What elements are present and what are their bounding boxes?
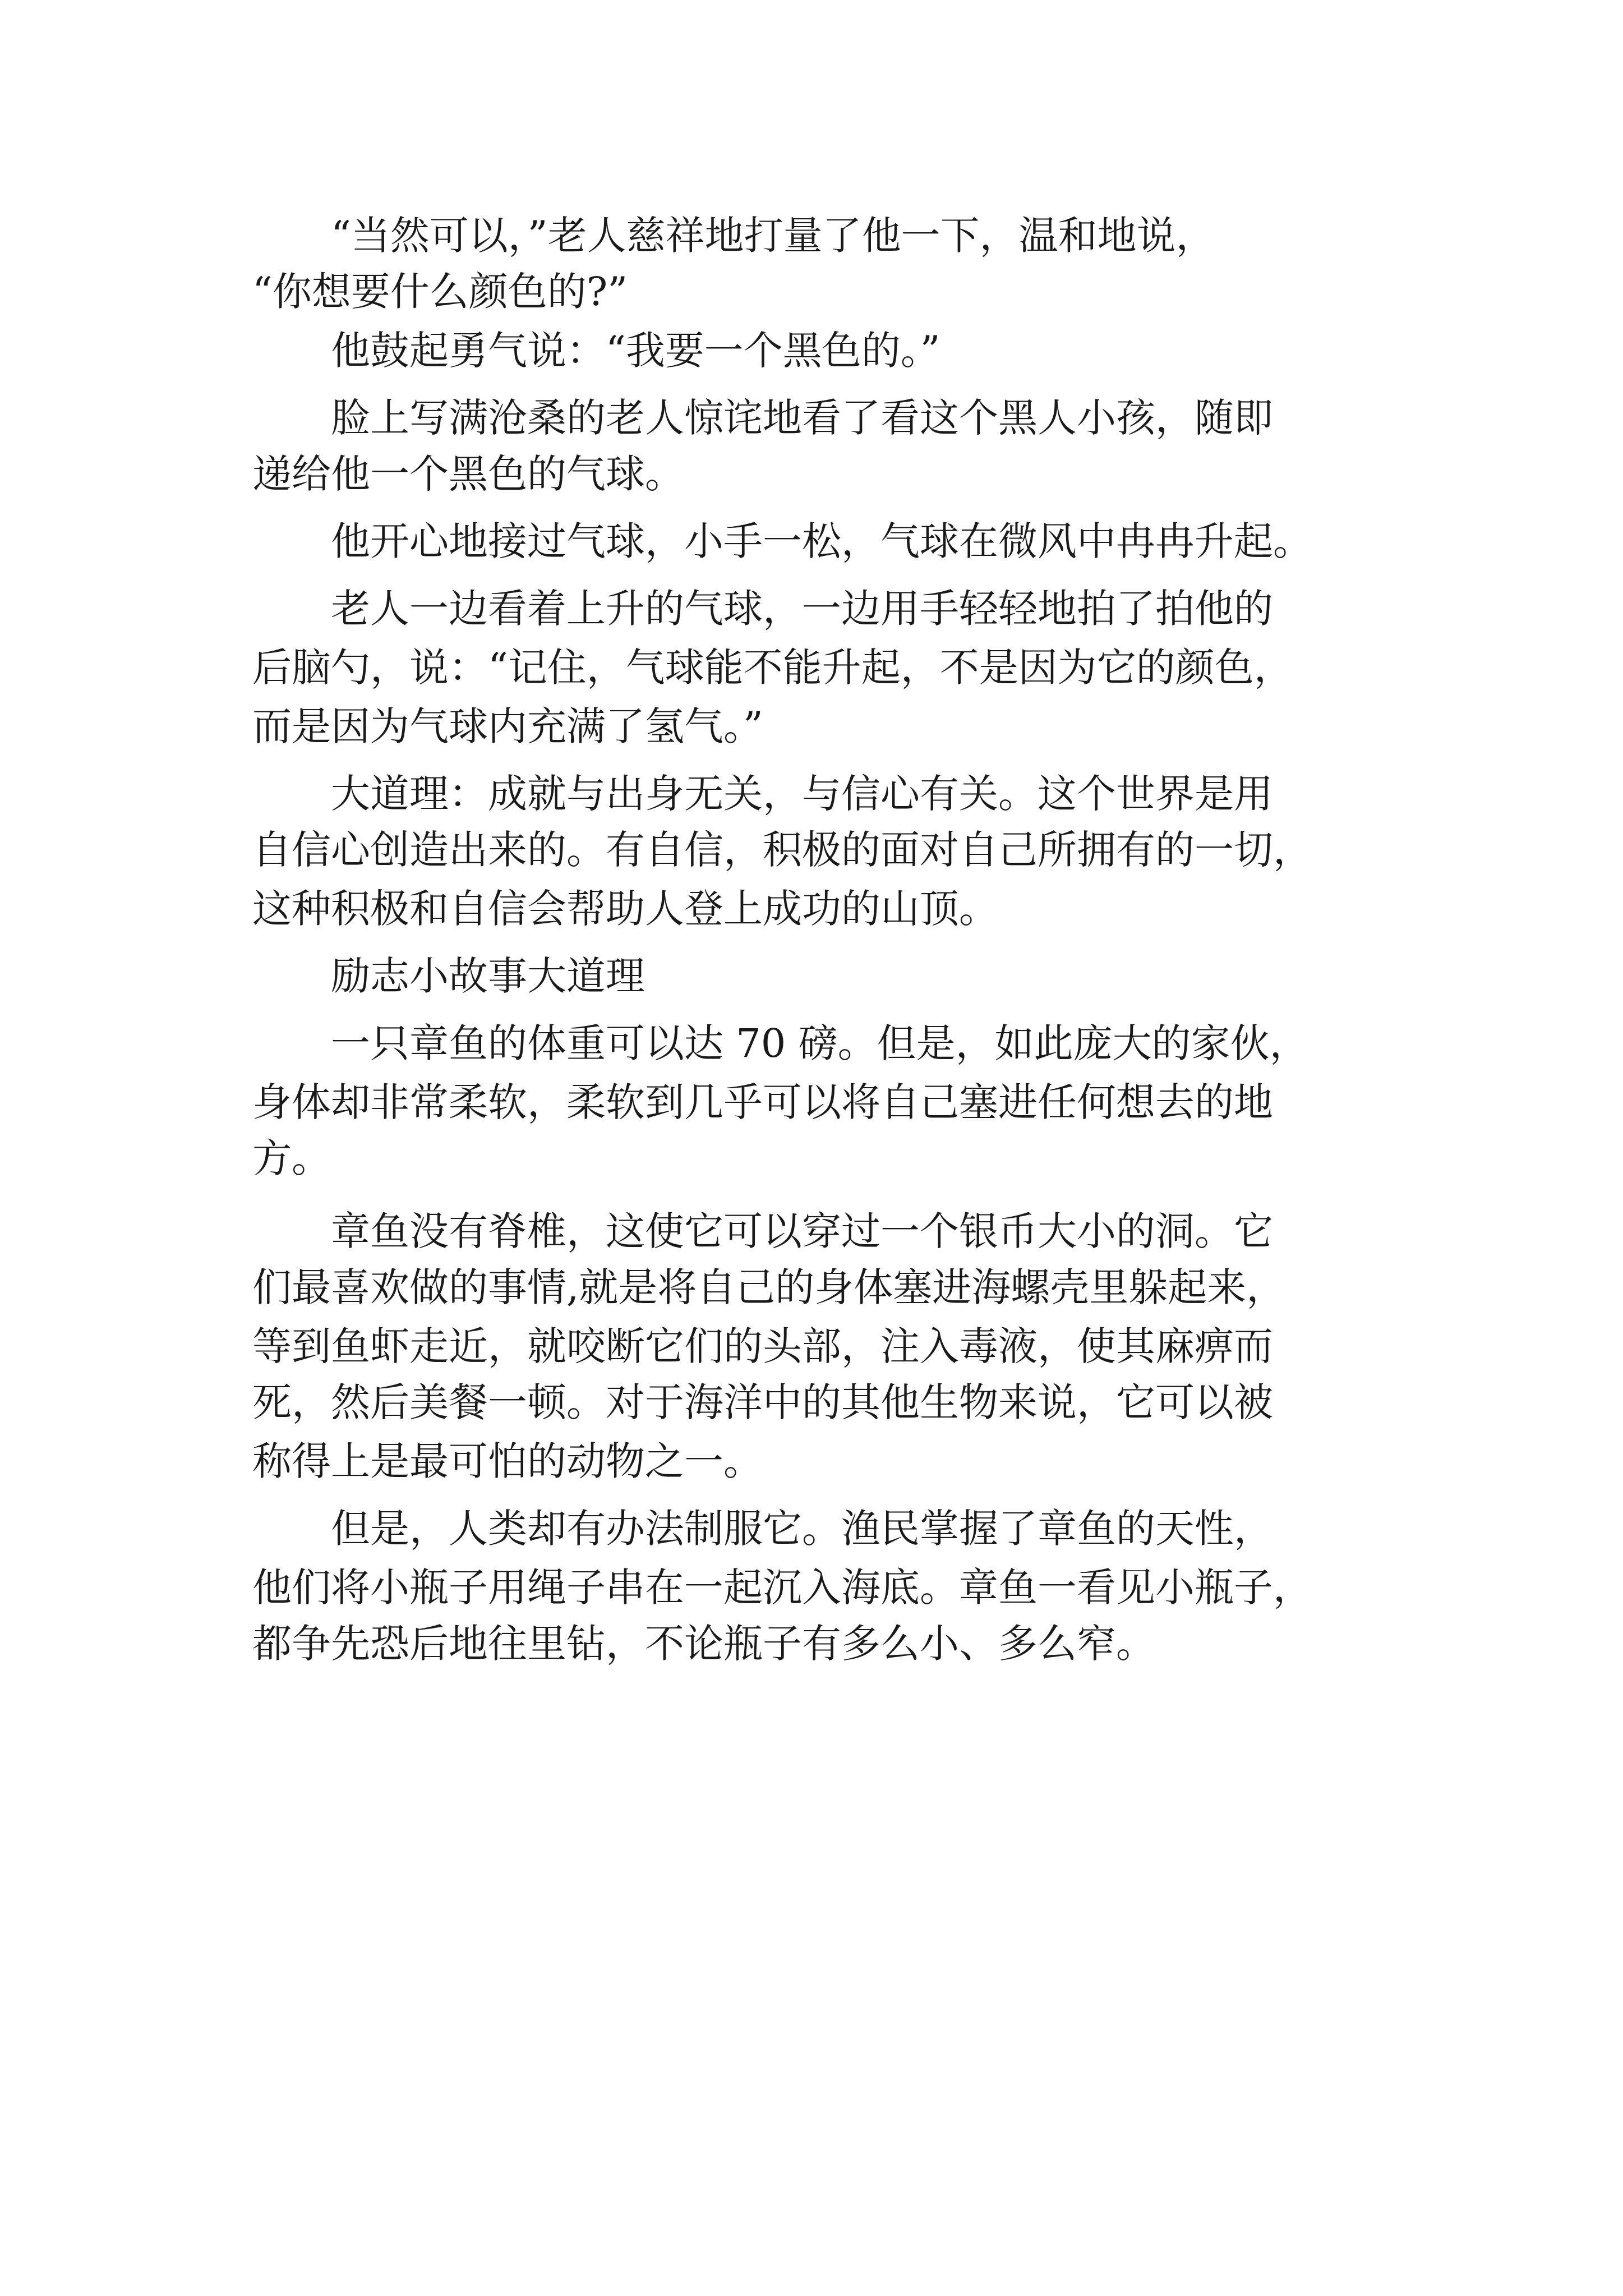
text-line: 死，然后美餐一顿。对于海洋中的其他生物来说，它可以被 <box>252 1379 1273 1425</box>
text-line: 等到鱼虾走近，就咬断它们的头部，注入毒液，使其麻痹而 <box>252 1323 1273 1369</box>
text-line: 自信心创造出来的。有自信，积极的面对自己所拥有的一切， <box>252 827 1312 873</box>
text-line: 脸上写满沧桑的老人惊诧地看了看这个黑人小孩，随即 <box>331 395 1273 441</box>
text-line: 递给他一个黑色的气球。 <box>252 451 684 497</box>
text-line: 这种积极和自信会帮助人登上成功的山顶。 <box>252 886 998 932</box>
section-heading: 励志小故事大道理 <box>331 953 645 999</box>
text-line: 他们将小瓶子用绳子串在一起沉入海底。章鱼一看见小瓶子， <box>252 1565 1312 1611</box>
text-line: 一只章鱼的体重可以达 70 磅。但是，如此庞大的家伙， <box>331 1020 1309 1066</box>
text-line: 章鱼没有脊椎，这使它可以穿过一个银币大小的洞。它 <box>331 1208 1273 1254</box>
text-line: 而是因为气球内充满了氢气。” <box>252 703 763 749</box>
text-line: 们最喜欢做的事情,就是将自己的身体塞进海螺壳里躲起来， <box>252 1264 1286 1310</box>
text-line: 他鼓起勇气说：“我要一个黑色的。” <box>331 328 940 374</box>
text-line: 方。 <box>252 1135 331 1181</box>
text-line: 但是，人类却有办法制服它。渔民掌握了章鱼的天性， <box>331 1506 1273 1552</box>
text-line: “当然可以，”老人慈祥地打量了他一下，温和地说， <box>331 213 1215 259</box>
text-line: 称得上是最可怕的动物之一。 <box>252 1438 763 1484</box>
text-line: “你想要什么颜色的?” <box>252 269 628 315</box>
text-line: 身体却非常柔软，柔软到几乎可以将自己塞进任何想去的地 <box>252 1079 1273 1125</box>
text-line: 他开心地接过气球，小手一松，气球在微风中冉冉升起。 <box>331 518 1312 564</box>
text-line: 都争先恐后地往里钻，不论瓶子有多么小、多么窄。 <box>252 1621 1155 1667</box>
text-line: 后脑勺，说：“记住，气球能不能升起，不是因为它的颜色， <box>252 645 1293 691</box>
text-line: 老人一边看着上升的气球，一边用手轻轻地拍了拍他的 <box>331 586 1273 632</box>
text-line: 大道理：成就与出身无关，与信心有关。这个世界是用 <box>331 771 1273 817</box>
